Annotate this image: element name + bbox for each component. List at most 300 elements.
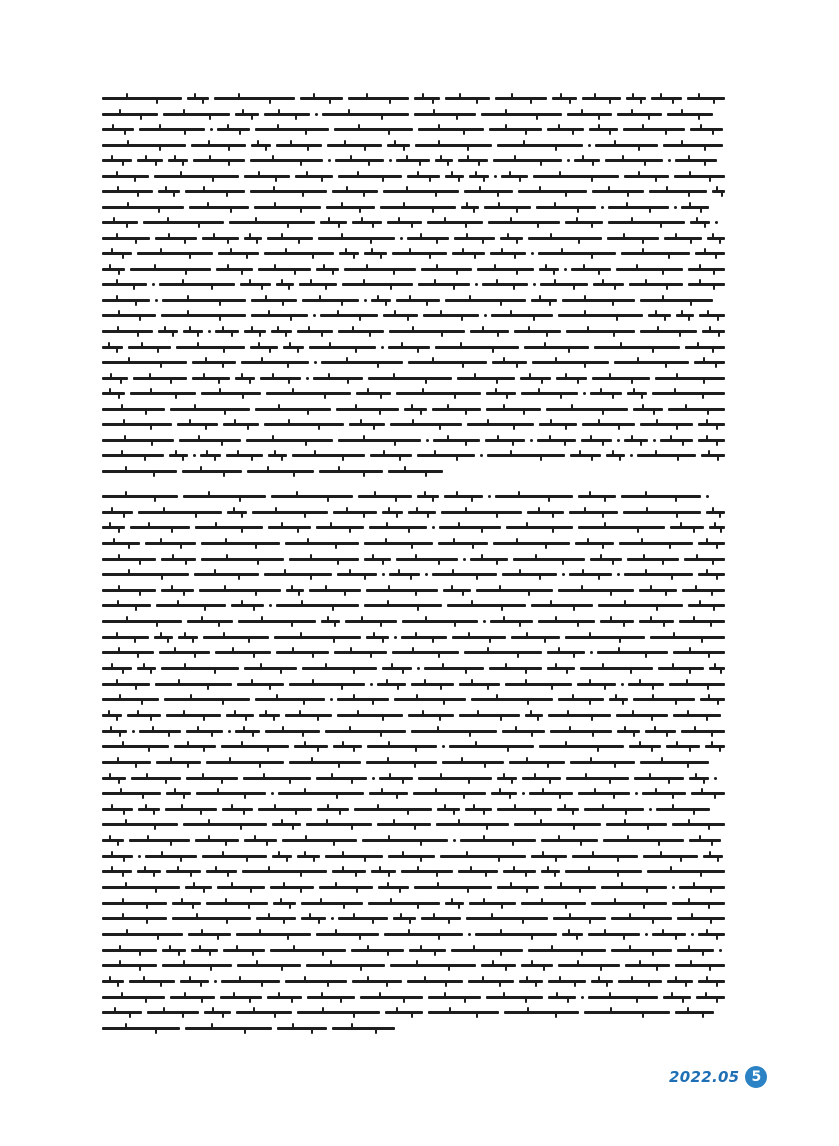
glyph-word xyxy=(524,346,589,349)
glyph-word xyxy=(102,855,133,858)
glyph-word xyxy=(458,159,488,162)
text-line xyxy=(102,834,737,847)
glyph-word xyxy=(536,206,596,209)
text-line xyxy=(102,709,737,722)
punctuation-mark xyxy=(468,933,471,936)
glyph-word xyxy=(608,206,669,209)
glyph-word xyxy=(566,330,635,333)
text-line xyxy=(102,201,737,214)
glyph-word xyxy=(594,346,680,349)
glyph-word xyxy=(502,730,545,733)
glyph-word xyxy=(102,792,161,795)
glyph-word xyxy=(102,346,123,349)
glyph-word xyxy=(137,870,161,873)
glyph-word xyxy=(570,454,601,457)
glyph-word xyxy=(258,268,311,271)
glyph-word xyxy=(128,346,171,349)
glyph-word xyxy=(102,439,174,442)
glyph-word xyxy=(244,667,297,670)
glyph-word xyxy=(276,604,359,607)
glyph-word xyxy=(421,917,461,920)
glyph-word xyxy=(179,439,241,442)
glyph-word xyxy=(458,870,498,873)
glyph-word xyxy=(392,252,447,255)
glyph-word xyxy=(102,730,127,733)
glyph-word xyxy=(629,283,683,286)
glyph-word xyxy=(485,439,525,442)
text-line xyxy=(102,170,737,183)
glyph-word xyxy=(102,636,149,639)
glyph-word xyxy=(102,159,132,162)
glyph-word xyxy=(558,589,634,592)
glyph-word xyxy=(685,346,725,349)
glyph-word xyxy=(297,330,333,333)
glyph-word xyxy=(297,855,320,858)
glyph-word xyxy=(418,128,484,131)
glyph-word xyxy=(569,573,612,576)
glyph-word xyxy=(611,949,672,952)
glyph-word xyxy=(165,808,217,811)
text-line xyxy=(102,465,737,478)
glyph-word xyxy=(578,495,616,498)
glyph-word xyxy=(640,423,693,426)
glyph-word xyxy=(460,839,536,842)
glyph-word xyxy=(102,283,147,286)
glyph-word xyxy=(537,439,576,442)
glyph-word xyxy=(438,542,488,545)
text-line xyxy=(102,584,737,597)
punctuation-mark xyxy=(588,144,591,147)
glyph-word xyxy=(588,996,658,999)
glyph-word xyxy=(435,159,453,162)
glyph-word xyxy=(255,698,325,701)
punctuation-mark xyxy=(672,886,675,889)
glyph-word xyxy=(608,221,685,224)
glyph-word xyxy=(229,221,315,224)
glyph-word xyxy=(611,917,672,920)
glyph-word xyxy=(379,777,413,780)
glyph-word xyxy=(575,542,614,545)
glyph-word xyxy=(247,470,314,473)
glyph-word xyxy=(624,175,669,178)
glyph-word xyxy=(339,252,359,255)
glyph-word xyxy=(417,495,439,498)
glyph-word xyxy=(548,980,586,983)
glyph-word xyxy=(577,683,616,686)
glyph-word xyxy=(452,252,485,255)
glyph-word xyxy=(389,573,420,576)
glyph-word xyxy=(102,620,182,623)
glyph-word xyxy=(605,159,663,162)
glyph-word xyxy=(102,980,124,983)
glyph-word xyxy=(183,823,267,826)
punctuation-mark xyxy=(155,299,158,302)
glyph-word xyxy=(664,237,702,240)
glyph-word xyxy=(102,408,165,411)
glyph-word xyxy=(553,917,606,920)
glyph-word xyxy=(634,777,684,780)
glyph-word xyxy=(396,299,440,302)
glyph-word xyxy=(464,190,513,193)
glyph-word xyxy=(102,423,172,426)
glyph-word xyxy=(222,808,253,811)
text-line xyxy=(102,740,737,753)
glyph-word xyxy=(251,314,308,317)
glyph-word xyxy=(267,996,302,999)
glyph-word xyxy=(285,980,347,983)
glyph-word xyxy=(540,283,588,286)
glyph-word xyxy=(642,792,686,795)
glyph-word xyxy=(282,839,357,842)
punctuation-mark xyxy=(382,573,385,576)
glyph-word xyxy=(464,651,542,654)
glyph-word xyxy=(102,996,165,999)
glyph-word xyxy=(174,745,216,748)
glyph-word xyxy=(548,714,611,717)
glyph-word xyxy=(506,526,573,529)
glyph-word xyxy=(454,237,495,240)
glyph-word xyxy=(338,917,388,920)
glyph-word xyxy=(663,144,723,147)
glyph-word xyxy=(364,558,391,561)
punctuation-mark xyxy=(480,454,483,457)
glyph-word xyxy=(102,839,124,842)
glyph-word xyxy=(318,237,395,240)
glyph-word xyxy=(161,314,246,317)
glyph-word xyxy=(336,408,399,411)
glyph-word xyxy=(396,558,458,561)
glyph-word xyxy=(493,542,570,545)
glyph-word xyxy=(292,454,365,457)
text-line xyxy=(102,615,737,628)
glyph-word xyxy=(268,526,311,529)
glyph-word xyxy=(187,620,233,623)
glyph-word xyxy=(183,495,266,498)
glyph-word xyxy=(102,511,133,514)
glyph-word xyxy=(217,886,265,889)
glyph-word xyxy=(362,839,448,842)
glyph-word xyxy=(272,823,301,826)
glyph-word xyxy=(334,651,387,654)
glyph-word xyxy=(675,1011,714,1014)
glyph-word xyxy=(102,870,132,873)
glyph-word xyxy=(385,1011,423,1014)
text-line xyxy=(102,232,737,245)
glyph-word xyxy=(227,511,247,514)
glyph-word xyxy=(387,144,410,147)
glyph-word xyxy=(162,964,232,967)
glyph-word xyxy=(240,283,271,286)
glyph-word xyxy=(675,159,717,162)
glyph-word xyxy=(295,175,333,178)
glyph-word xyxy=(674,175,725,178)
glyph-word xyxy=(417,454,475,457)
punctuation-mark xyxy=(400,237,403,240)
glyph-word xyxy=(402,620,478,623)
glyph-word xyxy=(235,730,260,733)
punctuation-mark xyxy=(138,855,141,858)
glyph-word xyxy=(689,777,709,780)
glyph-word xyxy=(489,128,542,131)
text-line xyxy=(102,944,737,957)
glyph-word xyxy=(465,808,492,811)
glyph-word xyxy=(582,97,621,100)
glyph-word xyxy=(102,823,178,826)
punctuation-mark xyxy=(674,206,677,209)
glyph-word xyxy=(251,299,297,302)
text-line xyxy=(102,568,737,581)
glyph-word xyxy=(161,558,196,561)
punctuation-mark xyxy=(719,949,722,952)
glyph-word xyxy=(623,128,685,131)
glyph-word xyxy=(500,237,523,240)
glyph-word xyxy=(709,526,725,529)
glyph-word xyxy=(102,454,164,457)
glyph-word xyxy=(702,330,725,333)
glyph-word xyxy=(289,558,359,561)
glyph-word xyxy=(145,542,196,545)
glyph-word xyxy=(215,330,239,333)
text-line xyxy=(102,646,737,659)
glyph-word xyxy=(102,113,158,116)
glyph-word xyxy=(201,558,284,561)
glyph-word xyxy=(320,221,347,224)
glyph-word xyxy=(102,1011,142,1014)
glyph-word xyxy=(407,175,440,178)
glyph-word xyxy=(215,651,271,654)
glyph-word xyxy=(457,377,515,380)
punctuation-mark xyxy=(208,330,211,333)
glyph-word xyxy=(130,268,211,271)
glyph-word xyxy=(214,97,295,100)
glyph-word xyxy=(547,128,584,131)
glyph-word xyxy=(603,839,684,842)
glyph-word xyxy=(688,604,725,607)
punctuation-mark xyxy=(645,933,648,936)
text-line xyxy=(102,356,737,369)
glyph-word xyxy=(667,980,693,983)
glyph-word xyxy=(238,620,316,623)
glyph-word xyxy=(102,698,159,701)
glyph-word xyxy=(186,777,238,780)
glyph-word xyxy=(137,667,156,670)
glyph-word xyxy=(531,604,593,607)
glyph-word xyxy=(565,636,645,639)
glyph-word xyxy=(351,949,404,952)
glyph-word xyxy=(338,175,402,178)
glyph-word xyxy=(490,620,533,623)
glyph-word xyxy=(307,996,355,999)
glyph-word xyxy=(243,777,311,780)
glyph-word xyxy=(673,714,721,717)
punctuation-mark xyxy=(531,252,534,255)
text-line xyxy=(102,756,737,769)
glyph-word xyxy=(628,683,664,686)
glyph-word xyxy=(503,870,536,873)
glyph-word xyxy=(102,651,154,654)
glyph-word xyxy=(469,175,489,178)
glyph-word xyxy=(681,730,725,733)
glyph-word xyxy=(388,855,435,858)
glyph-word xyxy=(589,128,618,131)
glyph-word xyxy=(538,620,595,623)
punctuation-mark xyxy=(522,792,525,795)
glyph-word xyxy=(709,667,725,670)
glyph-word xyxy=(235,113,259,116)
glyph-word xyxy=(102,761,151,764)
glyph-word xyxy=(289,761,361,764)
glyph-word xyxy=(244,175,290,178)
glyph-word xyxy=(147,1011,199,1014)
glyph-word xyxy=(102,777,126,780)
glyph-word xyxy=(297,1011,380,1014)
glyph-word xyxy=(547,651,585,654)
text-line xyxy=(102,434,737,447)
glyph-word xyxy=(332,1027,395,1030)
glyph-word xyxy=(102,902,167,905)
glyph-word xyxy=(562,299,635,302)
glyph-word xyxy=(319,470,383,473)
glyph-word xyxy=(407,980,463,983)
glyph-word xyxy=(518,190,587,193)
glyph-word xyxy=(139,128,205,131)
glyph-word xyxy=(389,330,465,333)
glyph-word xyxy=(409,949,446,952)
glyph-word xyxy=(102,190,153,193)
glyph-word xyxy=(170,996,215,999)
punctuation-mark xyxy=(494,175,497,178)
glyph-word xyxy=(588,933,640,936)
glyph-word xyxy=(270,949,346,952)
glyph-word xyxy=(614,361,689,364)
glyph-word xyxy=(672,902,725,905)
glyph-word xyxy=(221,980,280,983)
glyph-word xyxy=(368,377,452,380)
glyph-word xyxy=(687,97,725,100)
glyph-word xyxy=(606,823,667,826)
text-line xyxy=(102,341,737,354)
glyph-word xyxy=(156,604,226,607)
punctuation-mark xyxy=(463,558,466,561)
page-number-badge: 5 xyxy=(745,1066,767,1088)
glyph-word xyxy=(618,980,662,983)
glyph-word xyxy=(206,870,237,873)
glyph-word xyxy=(600,620,634,623)
glyph-word xyxy=(260,377,301,380)
glyph-word xyxy=(511,636,560,639)
glyph-word xyxy=(607,237,659,240)
glyph-word xyxy=(698,933,725,936)
glyph-word xyxy=(469,902,516,905)
glyph-word xyxy=(411,683,454,686)
glyph-word xyxy=(647,870,725,873)
glyph-word xyxy=(196,792,266,795)
glyph-word xyxy=(266,392,351,395)
glyph-word xyxy=(497,144,583,147)
glyph-word xyxy=(509,761,565,764)
glyph-word xyxy=(435,346,519,349)
text-line xyxy=(102,772,737,785)
glyph-word xyxy=(404,408,427,411)
punctuation-mark xyxy=(442,745,445,748)
glyph-word xyxy=(695,252,725,255)
glyph-word xyxy=(206,761,284,764)
glyph-word xyxy=(694,361,725,364)
glyph-word xyxy=(102,252,132,255)
glyph-word xyxy=(691,792,725,795)
glyph-word xyxy=(679,886,725,889)
text-line xyxy=(102,803,737,816)
glyph-word xyxy=(366,636,389,639)
glyph-word xyxy=(441,511,522,514)
glyph-word xyxy=(482,283,528,286)
glyph-word xyxy=(309,346,376,349)
glyph-word xyxy=(384,933,463,936)
glyph-word xyxy=(640,299,713,302)
punctuation-mark xyxy=(328,159,331,162)
glyph-word xyxy=(502,573,557,576)
glyph-word xyxy=(452,636,506,639)
glyph-word xyxy=(102,667,132,670)
punctuation-mark xyxy=(389,159,392,162)
glyph-word xyxy=(525,714,543,717)
glyph-word xyxy=(637,454,696,457)
glyph-word xyxy=(520,377,551,380)
glyph-word xyxy=(667,113,713,116)
text-line xyxy=(102,818,737,831)
glyph-word xyxy=(102,206,184,209)
glyph-word xyxy=(677,949,714,952)
glyph-word xyxy=(309,589,361,592)
glyph-word xyxy=(649,190,707,193)
glyph-word xyxy=(130,392,196,395)
glyph-word xyxy=(377,823,431,826)
glyph-word xyxy=(396,159,430,162)
punctuation-mark xyxy=(530,439,533,442)
glyph-word xyxy=(571,268,611,271)
glyph-word xyxy=(514,823,601,826)
glyph-word xyxy=(487,454,565,457)
text-line xyxy=(102,247,737,260)
glyph-word xyxy=(202,855,267,858)
glyph-word xyxy=(337,714,403,717)
punctuation-mark xyxy=(432,526,435,529)
glyph-word xyxy=(220,996,262,999)
glyph-word xyxy=(356,392,391,395)
glyph-word xyxy=(129,839,190,842)
glyph-word xyxy=(584,808,644,811)
glyph-word xyxy=(332,190,378,193)
glyph-word xyxy=(102,237,150,240)
glyph-word xyxy=(539,268,559,271)
glyph-word xyxy=(527,511,564,514)
glyph-word xyxy=(185,886,212,889)
glyph-word xyxy=(475,933,557,936)
glyph-word xyxy=(276,651,329,654)
glyph-word xyxy=(698,542,725,545)
punctuation-mark xyxy=(330,698,333,701)
glyph-word xyxy=(102,268,125,271)
glyph-word xyxy=(322,113,409,116)
glyph-word xyxy=(424,667,484,670)
glyph-word xyxy=(673,651,725,654)
glyph-word xyxy=(102,886,180,889)
punctuation-mark xyxy=(668,159,671,162)
glyph-word xyxy=(439,526,501,529)
glyph-word xyxy=(185,190,245,193)
text-line xyxy=(102,693,737,706)
glyph-word xyxy=(582,423,635,426)
